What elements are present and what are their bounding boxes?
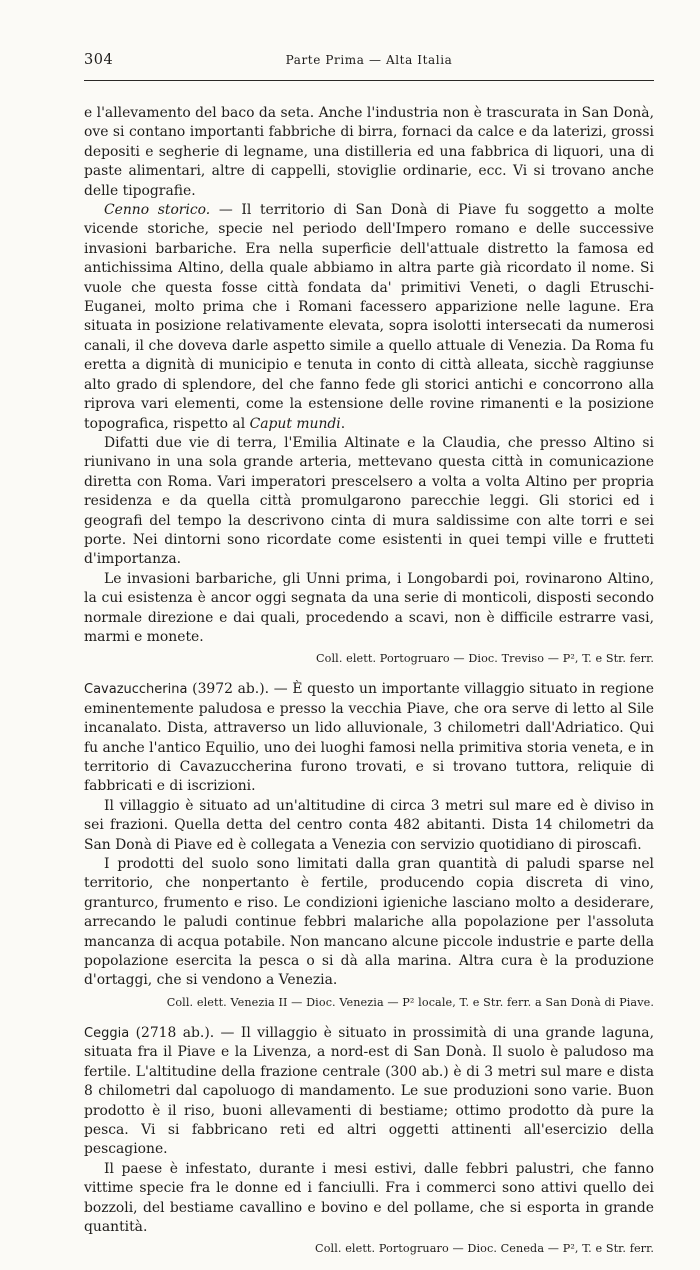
running-title: Parte Prima — Alta Italia [285, 53, 453, 67]
paragraph: Difatti due vie di terra, l'Emilia Altinate e la Claudia, che presso Altino si riunivano in una sola grande arteria, mettevano questa città in comunicazione diretta con Roma. Vari imperatori prescelsero a volta a volta Altino per propria residenza e da quella città promulgarono parecchie leggi. Gli storici ed i geografi del tempo la descrivono cinta di mura saldissime con alte torri e sei porte. Nei dintorni sono ricordate come esistenti in quei tempi ville e frutteti d'importanza. [84, 434, 654, 568]
entry-cavazuccherina: Cavazuccherina (3972 ab.). — È questo un importante villaggio situato in regione eminentemente paludosa e presso la vecchia Piave, che ora serve di letto al Sile incanalato. Dista, attraverso un lido alluvionale, 3 chilometri dall'Adriatico. Qui fu anche l'antico Equilio, uno dei luoghi famosi nella primitiva storia veneta, e in territorio di Cavazuccherina furono trovati, e si trovano tuttora, reliquie di fabbricati e di iscrizioni. [84, 681, 654, 795]
entry-reference: Coll. elett. Portogruaro — Dioc. Ceneda — P², T. e Str. ferr. [315, 1242, 654, 1256]
header-rule [84, 80, 654, 81]
paragraph: Cenno storico. — Il territorio di San Donà di Piave fu soggetto a molte vicende storiche, specie nel periodo dell'Impero romano e delle successive invasioni barbariche. Era nella superficie dell'attuale distretto la famosa ed antichissima Altino, della quale abbiamo in altra parte già ricordato il nome. Si vuole che questa fosse città fondata da' primitivi Veneti, o dagli Etruschi-Euganei, molto prima che i Romani facessero apparizione nelle lagune. Era situata in posizione relativamente elevata, sopra isolotti intersecati da numerosi canali, il che doveva darle aspetto simile a quello attuale di Venezia. Da Roma fu eretta a dignità di municipio e tenuta in conto di città alleata, sicchè raggiunse alto grado di splendore, del che fanno fede gli storici antichi e concorrono alla riprova vari elementi, come la estensione delle rovine rimanenti e la posizione topografica, rispetto al Caput mundi. [84, 202, 654, 432]
paragraph: Il villaggio è situato ad un'altitudine di circa 3 metri sul mare ed è diviso in sei frazioni. Quella detta del centro conta 482 abitanti. Dista 14 chilometri da San Donà di Piave ed è collegata a Venezia con servizio quotidiano di piroscafi. [84, 797, 654, 853]
paragraph: Il paese è infestato, durante i mesi estivi, dalle febbri palustri, che fanno vittime specie fra le donne ed i fanciulli. Fra i commerci sono attivi quello dei bozzoli, del bestiame cavallino e bovino e del pollame, che si esporta in grande quantità. [84, 1160, 654, 1235]
entry-title: Ceggia [84, 1025, 130, 1041]
entry-ceggia: Ceggia (2718 ab.). — Il villaggio è situato in prossimità di una grande laguna, situata fra il Piave e la Livenza, a nord-est di San Donà. Il suolo è paludoso ma fertile. L'altitudine della frazione centrale (300 ab.) è di 3 metri sul mare e dista 8 chilometri dal capoluogo di mandamento. Le sue produzioni sono varie. Buon prodotto è il riso, buoni allevamenti di bestiame; ottimo prodotto dà pure la pesca. Vi si fabbricano reti ed altri oggetti attinenti all'esercizio della pescagione. [84, 1024, 654, 1158]
paragraph: Le invasioni barbariche, gli Unni prima, i Longobardi poi, rovinarono Altino, la cui esistenza è ancor oggi segnata da una serie di monticoli, disposti secondo normale direzione e dai quali, procedendo a scavi, non è difficile estrarre vasi, marmi e monete. [84, 570, 654, 645]
latin-term: Caput mundi [249, 415, 341, 432]
page-number: 304 [84, 52, 114, 68]
paragraph: e l'allevamento del baco da seta. Anche l'industria non è trascurata in San Donà, ove si contano importanti fabbriche di birra, fornaci da calce e da laterizi, grossi depositi e segherie di legname, una distilleria ed una fabbrica di liquori, una di paste alimentari, altre di cappelli, stoviglie ordinarie, ecc. Vi si trovano anche delle tipografie. [84, 105, 654, 199]
section-lead: Cenno storico. [104, 202, 211, 219]
page-header [84, 52, 654, 74]
body-text [84, 104, 654, 1270]
paragraph: I prodotti del suolo sono limitati dalla gran quantità di paludi sparse nel territorio, che nonpertanto è fertile, producendo copia discreta di vino, granturco, frumento e riso. Le condizioni igieniche lasciano molto a desiderare, arrecando le paludi continue febbri malariche alla popolazione per l'assoluta mancanza di acqua potabile. Non mancano alcune piccole industrie e parte della popolazione esercita la pesca o si dà alla marina. Altra cura è la produzione d'ortaggi, che si vendono a Venezia. [84, 856, 654, 989]
entry-reference: Coll. elett. Portogruaro — Dioc. Treviso — P², T. e Str. ferr. [315, 652, 654, 666]
entry-reference: Coll. elett. Venezia II — Dioc. Venezia — P² locale, T. e Str. ferr. a San Donà di Piave. [166, 995, 654, 1009]
entry-title: Cavazuccherina [84, 682, 188, 698]
